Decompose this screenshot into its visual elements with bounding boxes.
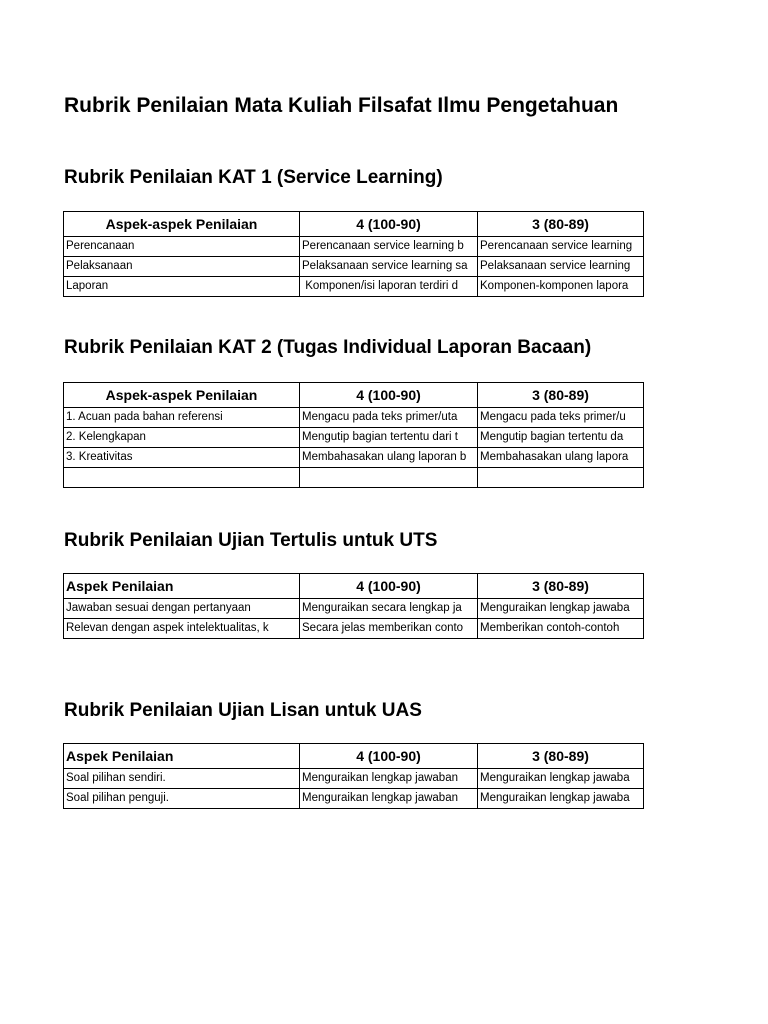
cell-aspect: Pelaksanaan: [64, 257, 300, 277]
table-row: [64, 408, 644, 428]
cell-score-3: Mengutip bagian tertentu da: [478, 428, 644, 448]
cell-aspect: Laporan: [64, 277, 300, 297]
cell-score-4: [300, 468, 478, 488]
header-score-3: 3 (80-89): [478, 212, 644, 237]
table-header-row: [64, 383, 644, 408]
section-title-kat1: Rubrik Penilaian KAT 1 (Service Learning): [64, 167, 443, 188]
cell-aspect: 3. Kreativitas: [64, 448, 300, 468]
cell-aspect: Soal pilihan sendiri.: [64, 769, 300, 789]
cell-score-4: Mengacu pada teks primer/uta: [300, 408, 478, 428]
table-row: [64, 769, 644, 789]
table-row-empty: [64, 468, 644, 488]
header-score-3: 3 (80-89): [478, 574, 644, 599]
cell-aspect: [64, 468, 300, 488]
cell-score-3: Mengacu pada teks primer/u: [478, 408, 644, 428]
table-row: [64, 448, 644, 468]
header-score-3: 3 (80-89): [478, 383, 644, 408]
table-row: [64, 277, 644, 297]
rubric-table-kat2: [63, 382, 644, 488]
cell-aspect: Perencanaan: [64, 237, 300, 257]
cell-score-4: Menguraikan lengkap jawaban: [300, 789, 478, 809]
cell-aspect: 1. Acuan pada bahan referensi: [64, 408, 300, 428]
rubric-table-uas: [63, 743, 644, 809]
cell-aspect: Jawaban sesuai dengan pertanyaan: [64, 599, 300, 619]
table-header-row: [64, 574, 644, 599]
cell-aspect: Relevan dengan aspek intelektualitas, k: [64, 619, 300, 639]
cell-score-3: Menguraikan lengkap jawaba: [478, 599, 644, 619]
section-title-uts: Rubrik Penilaian Ujian Tertulis untuk UTS: [64, 530, 438, 551]
header-score-4: 4 (100-90): [300, 212, 478, 237]
cell-score-4: Mengutip bagian tertentu dari t: [300, 428, 478, 448]
table-row: [64, 257, 644, 277]
cell-score-4: Menguraikan lengkap jawaban: [300, 769, 478, 789]
section-title-kat2: Rubrik Penilaian KAT 2 (Tugas Individual Laporan Bacaan): [64, 337, 592, 358]
section-title-uas: Rubrik Penilaian Ujian Lisan untuk UAS: [64, 700, 422, 721]
cell-score-3: Memberikan contoh-contoh: [478, 619, 644, 639]
cell-score-3: [478, 468, 644, 488]
cell-score-4: Komponen/isi laporan terdiri d: [300, 277, 478, 297]
table-row: [64, 619, 644, 639]
table-header-row: [64, 744, 644, 769]
cell-score-4: Menguraikan secara lengkap ja: [300, 599, 478, 619]
header-aspect: Aspek-aspek Penilaian: [64, 212, 300, 237]
table-row: [64, 789, 644, 809]
table-header-row: [64, 212, 644, 237]
header-score-3: 3 (80-89): [478, 744, 644, 769]
header-aspect: Aspek-aspek Penilaian: [64, 383, 300, 408]
table-row: [64, 428, 644, 448]
rubric-table-uts: [63, 573, 644, 639]
header-aspect: Aspek Penilaian: [64, 574, 300, 599]
header-score-4: 4 (100-90): [300, 383, 478, 408]
cell-score-3: Perencanaan service learning: [478, 237, 644, 257]
cell-aspect: 2. Kelengkapan: [64, 428, 300, 448]
cell-aspect: Soal pilihan penguji.: [64, 789, 300, 809]
cell-score-4: Secara jelas memberikan conto: [300, 619, 478, 639]
cell-score-4: Membahasakan ulang laporan b: [300, 448, 478, 468]
header-score-4: 4 (100-90): [300, 574, 478, 599]
table-row: [64, 237, 644, 257]
table-row: [64, 599, 644, 619]
header-score-4: 4 (100-90): [300, 744, 478, 769]
cell-score-4: Perencanaan service learning b: [300, 237, 478, 257]
cell-score-3: Pelaksanaan service learning: [478, 257, 644, 277]
cell-score-4: Pelaksanaan service learning sa: [300, 257, 478, 277]
rubric-table-kat1: [63, 211, 644, 297]
cell-score-3: Menguraikan lengkap jawaba: [478, 789, 644, 809]
cell-score-3: Komponen-komponen lapora: [478, 277, 644, 297]
cell-score-3: Membahasakan ulang lapora: [478, 448, 644, 468]
header-aspect: Aspek Penilaian: [64, 744, 300, 769]
cell-score-3: Menguraikan lengkap jawaba: [478, 769, 644, 789]
page-title: Rubrik Penilaian Mata Kuliah Filsafat Ilmu Pengetahuan: [64, 94, 619, 117]
